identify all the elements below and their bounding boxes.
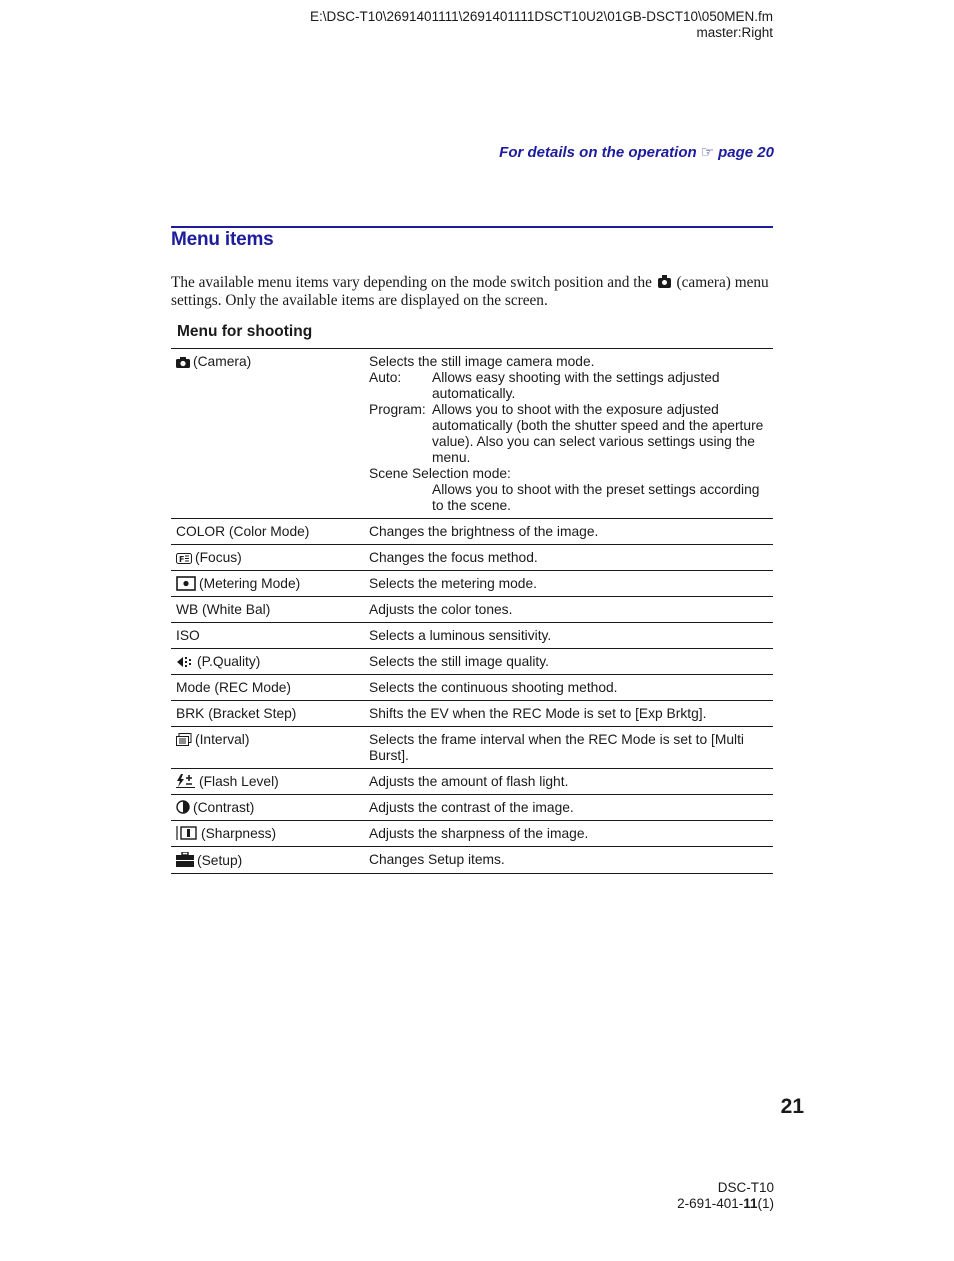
item-cell — [171, 571, 364, 597]
pointing-hand-icon: ☞ — [700, 144, 715, 161]
program-value: Allows you to shoot with the exposure adjusted automatically (both the shutter speed and the aperture value). Also you can select various settings using the menu. — [432, 402, 764, 465]
table-row — [171, 727, 773, 769]
details-text: For details on the operation — [499, 144, 697, 161]
table-row — [171, 795, 773, 821]
item-label: BRK (Bracket Step) — [176, 706, 297, 721]
item-cell — [171, 675, 364, 701]
file-header — [310, 9, 773, 41]
item-desc: Adjusts the color tones. — [364, 597, 773, 623]
table-row — [171, 623, 773, 649]
item-cell — [171, 597, 364, 623]
item-desc: Selects the still image quality. — [364, 649, 773, 675]
table-row — [171, 675, 773, 701]
master-label: master:Right — [696, 25, 773, 40]
item-label: (Metering Mode) — [199, 576, 301, 591]
code-prefix: 2-691-401- — [677, 1196, 744, 1211]
file-path: E:\DSC-T10\2691401111\2691401111DSCT10U2\01GB-DSCT10\050MEN.fm — [310, 9, 773, 24]
table-row — [171, 597, 773, 623]
code-revision: 11 — [743, 1196, 758, 1211]
item-cell — [171, 649, 364, 675]
footer — [677, 1180, 774, 1212]
item-desc: Changes the brightness of the image. — [364, 519, 773, 545]
table-row — [171, 349, 773, 519]
item-desc: Selects a luminous sensitivity. — [364, 623, 773, 649]
table-row — [171, 847, 773, 874]
program-key: Program: — [369, 402, 426, 417]
intro-text-2: (camera) menu settings. Only the available items are displayed on the screen. — [171, 274, 769, 309]
camera-icon — [658, 278, 671, 288]
item-label: COLOR (Color Mode) — [176, 524, 310, 539]
item-cell — [171, 847, 364, 874]
scene-key: Scene Selection mode: — [369, 466, 511, 481]
item-desc: Adjusts the amount of flash light. — [364, 769, 773, 795]
table-row — [171, 545, 773, 571]
item-cell — [171, 821, 364, 847]
table-row — [171, 571, 773, 597]
focus-icon — [176, 553, 192, 564]
item-label: (P.Quality) — [197, 654, 261, 669]
flash-level-icon — [176, 774, 196, 788]
title-rule — [171, 226, 773, 228]
table-row — [171, 701, 773, 727]
metering-icon — [176, 576, 196, 591]
item-desc: Adjusts the sharpness of the image. — [364, 821, 773, 847]
table-row — [171, 821, 773, 847]
item-label: ISO — [176, 628, 200, 643]
item-cell — [171, 727, 364, 769]
item-desc: Changes the focus method. — [364, 545, 773, 571]
details-page: page 20 — [718, 144, 774, 161]
page-number: 21 — [780, 1095, 804, 1118]
item-cell — [171, 519, 364, 545]
item-label: (Camera) — [193, 354, 252, 369]
menu-table — [171, 348, 773, 874]
code-suffix: (1) — [757, 1196, 774, 1211]
setup-icon — [176, 852, 194, 867]
item-desc: Changes Setup items. — [364, 847, 773, 874]
item-desc: Selects the metering mode. — [364, 571, 773, 597]
details-reference — [499, 143, 774, 161]
scene-value: Allows you to shoot with the preset settings according to the scene. — [432, 482, 760, 513]
quality-icon — [176, 656, 194, 668]
document-code — [677, 1196, 774, 1212]
item-label: (Sharpness) — [201, 826, 277, 841]
item-label: (Interval) — [195, 732, 250, 747]
item-cell — [171, 545, 364, 571]
table-row — [171, 649, 773, 675]
intro-paragraph — [171, 274, 773, 310]
item-cell — [171, 349, 364, 519]
item-desc: Selects the continuous shooting method. — [364, 675, 773, 701]
item-desc: Selects the still image camera mode. — [369, 354, 595, 369]
auto-key: Auto: — [369, 370, 402, 385]
table-heading: Menu for shooting — [177, 323, 313, 340]
section-title: Menu items — [171, 229, 274, 250]
item-label: (Flash Level) — [199, 774, 279, 789]
contrast-icon — [176, 800, 190, 814]
svg-text:F: F — [179, 555, 185, 564]
item-label: WB (White Bal) — [176, 602, 271, 617]
desc-cell — [364, 349, 773, 519]
auto-value: Allows easy shooting with the settings adjusted automatically. — [432, 370, 720, 401]
item-label: (Setup) — [197, 853, 243, 868]
item-cell — [171, 701, 364, 727]
interval-icon — [176, 733, 192, 746]
item-label: (Contrast) — [193, 800, 255, 815]
intro-text-1: The available menu items vary depending on the mode switch position and the — [171, 274, 652, 291]
sharpness-icon — [176, 826, 198, 840]
item-label: (Focus) — [195, 550, 242, 565]
item-cell — [171, 623, 364, 649]
camera-icon — [176, 357, 190, 368]
item-desc: Selects the frame interval when the REC Mode is set to [Multi Burst]. — [364, 727, 773, 769]
item-desc: Adjusts the contrast of the image. — [364, 795, 773, 821]
item-label: Mode (REC Mode) — [176, 680, 292, 695]
item-cell — [171, 795, 364, 821]
table-row — [171, 519, 773, 545]
item-desc: Shifts the EV when the REC Mode is set to [Exp Brktg]. — [364, 701, 773, 727]
item-cell — [171, 769, 364, 795]
table-row — [171, 769, 773, 795]
model-name: DSC-T10 — [717, 1180, 774, 1195]
